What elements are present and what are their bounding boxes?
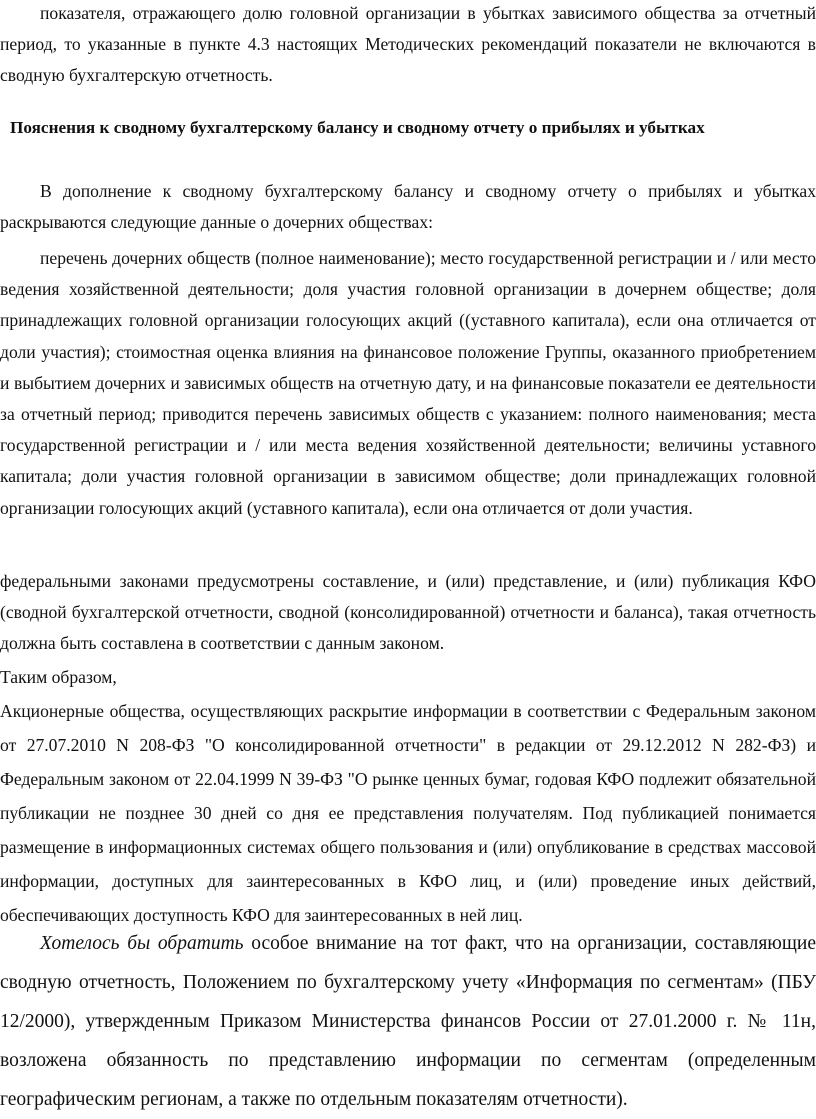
- paragraph-subsidiaries-list: перечень дочерних обществ (полное наименование); место государственной регистрации и / или место ведения хозяйственной деятельности; доля участия головной организации в дочернем обществе; доля принадлежащих головной организации голосующих акций ((уставного капитала), если она отличается от доли участия); стоимостная оценка влияния на финансовое положение Группы, оказанного приобретением и выбытием дочерних и зависимых обществ на отчетную дату, и на финансовые показатели ее деятельности за отчетный период; приводится перечень зависимых обществ с указанием: полного наименования; места государственной регистрации и / или места ведения хозяйственной деятельности; величины уставного капитала; доли участия головной организации в зависимом обществе; доли принадлежащих головной организации голосующих акций (уставного капитала), если она отличается от доли участия.: [0, 248, 816, 518]
- paragraph-federal-laws: федеральными законами предусмотрены составление, и (или) представление, и (или) публикация КФО (сводной бухгалтерской отчетности, сводной (консолидированной) отчетности и баланса), такая отчетность должна быть составлена в соответствии с данным законом.: [0, 571, 816, 654]
- paragraph-top: показателя, отражающего долю головной организации в убытках зависимого общества за отчетный период, то указанные в пункте 4.3 настоящих Методических рекомендаций показатели не включаются в сводную бухгалтерскую отчетность.: [0, 3, 816, 86]
- paragraph-segments-text: особое внимание на тот факт, что на организации, составляющие сводную отчетность, Положением по бухгалтерскому учету «Информация по сегментам» (ПБУ 12/2000), утвержденным Приказом Министерства финансов России от 27.01.2000 г. № 11н, возложена обязанность по представлению информации по сегментам (определенным географическим регионам, а также по отдельным показателям отчетности).: [0, 933, 816, 1110]
- paragraph-joint-stock: Акционерные общества, осуществляющих раскрытие информации в соответствии с Федеральным законом от 27.07.2010 N 208-ФЗ "О консолидированной отчетности" в редакции от 29.12.2012 N 282-ФЗ) и Федеральным законом от 22.04.1999 N 39-ФЗ "О рынке ценных бумаг, годовая КФО подлежит обязательной публикации не позднее 30 дней со дня ее представления получателям. Под публикацией понимается размещение в информационных системах общего пользования и (или) опубликование в средствах массовой информации, доступных для заинтересованных в КФО лиц, и (или) проведение иных действий, обеспечивающих доступность КФО для заинтересованных в ней лиц.: [0, 701, 816, 925]
- paragraph-thus: Таким образом,: [0, 667, 117, 687]
- emphasis-phrase: Хотелось бы обратить: [40, 933, 244, 954]
- paragraph-segments: [0, 924, 816, 1119]
- section-heading: Пояснения к сводному бухгалтерскому балансу и сводному отчету о прибылях и убытках: [10, 118, 705, 137]
- paragraph-intro: В дополнение к сводному бухгалтерскому балансу и сводному отчету о прибылях и убытках раскрываются следующие данные о дочерних обществах:: [0, 181, 816, 233]
